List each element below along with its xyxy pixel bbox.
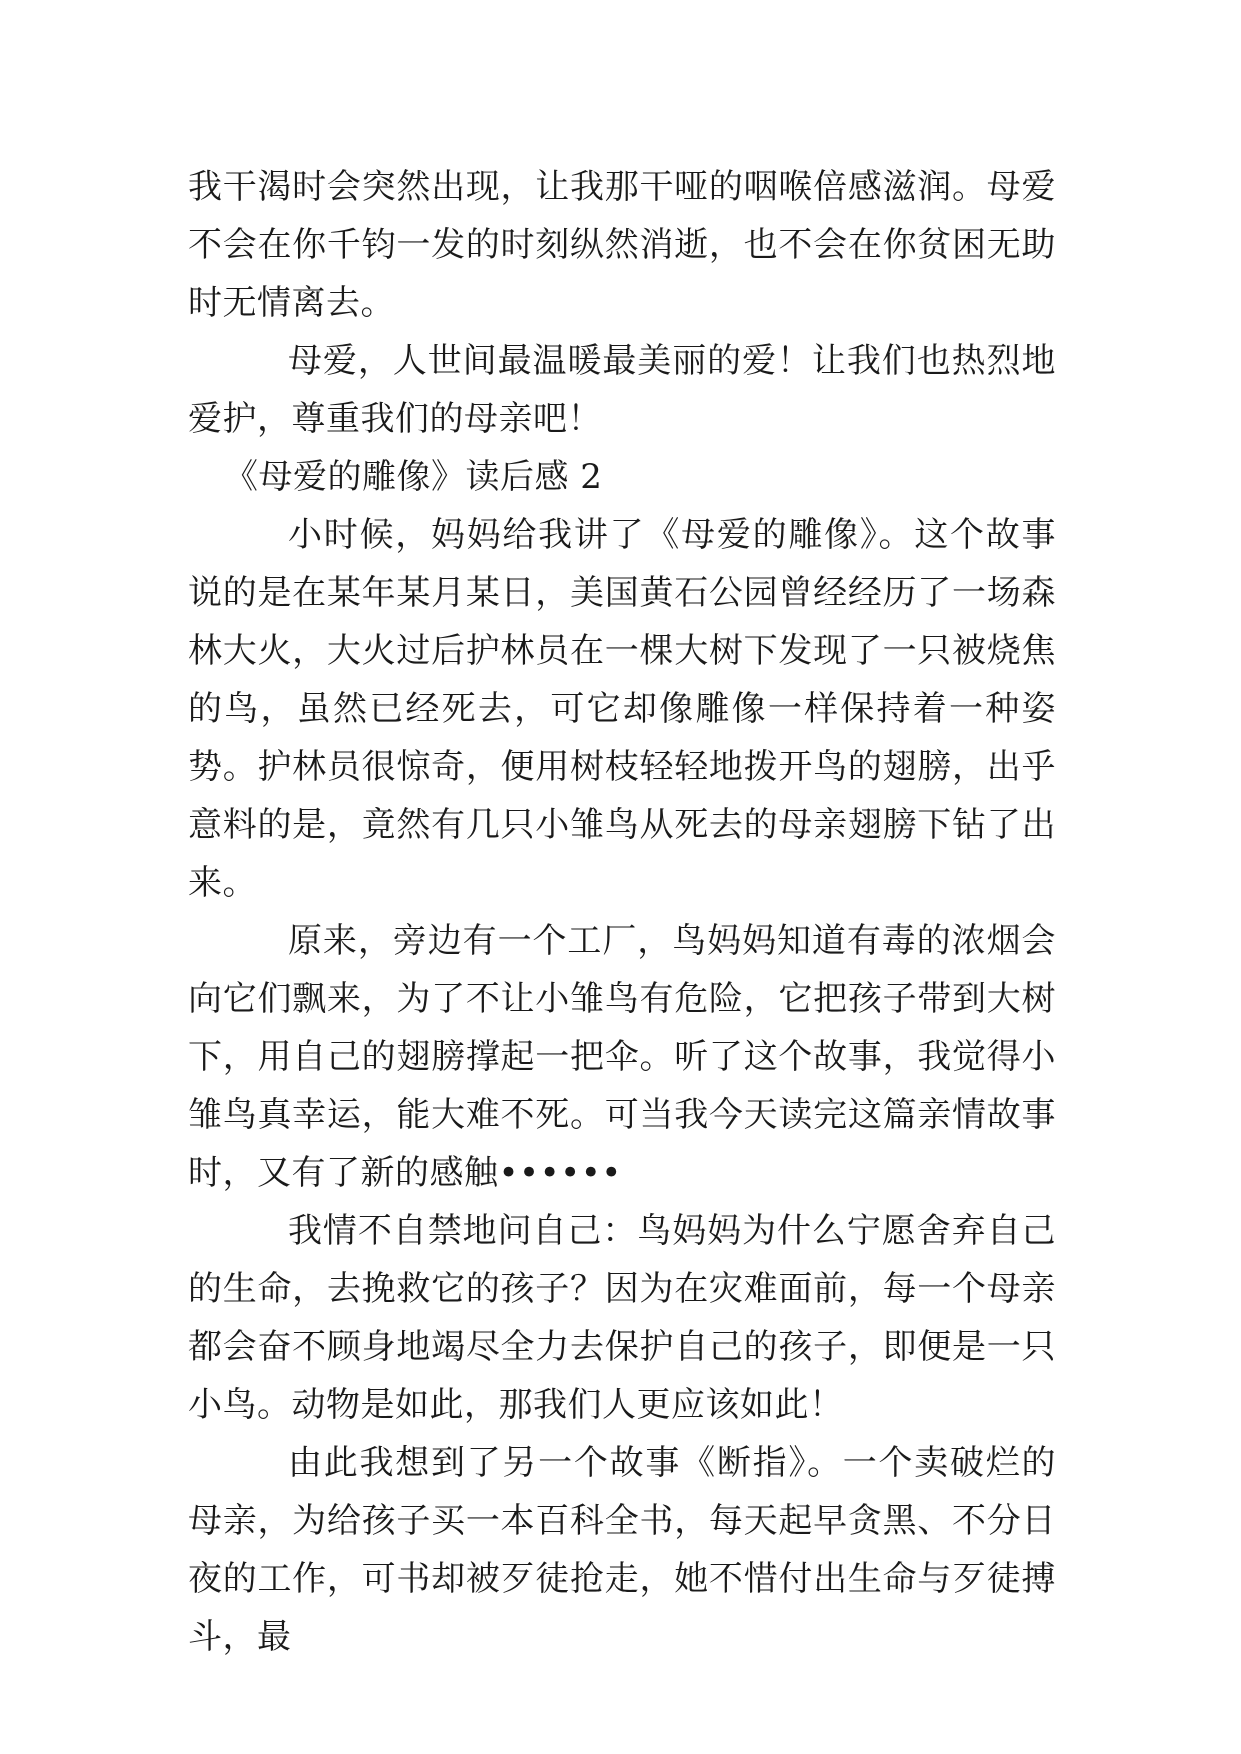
paragraph-reflection: 我情不自禁地问自己：鸟妈妈为什么宁愿舍弃自己的生命，去挽救它的孩子？因为在灾难面前，每一个母亲都会奋不顾身地竭尽全力去保护自己的孩子，即便是一只小鸟。动物是如此，那我们人更应该如此！: [188, 1211, 1056, 1425]
paragraph-explanation: 原来，旁边有一个工厂，鸟妈妈知道有毒的浓烟会向它们飘来，为了不让小雏鸟有危险，它把孩子带到大树下，用自己的翅膀撑起一把伞。听了这个故事，我觉得小雏鸟真幸运，能大难不死。可当我今天读完这篇亲情故事时，又有了新的感触••••••: [188, 921, 1056, 1193]
paragraph-story: 小时候，妈妈给我讲了《母爱的雕像》。这个故事说的是在某年某月某日，美国黄石公园曾经经历了一场森林大火，大火过后护林员在一棵大树下发现了一只被烧焦的鸟，虽然已经死去，可它却像雕像一样保持着一种姿势。护林员很惊奇，便用树枝轻轻地拨开鸟的翅膀，出乎意料的是，竟然有几只小雏鸟从死去的母亲翅膀下钻了出来。: [188, 515, 1056, 903]
section-heading: 《母爱的雕像》读后感 2: [224, 457, 603, 497]
paragraph-conclusion: 母爱，人世间最温暖最美丽的爱！让我们也热烈地爱护，尊重我们的母亲吧！: [188, 341, 1056, 439]
paragraph-continuation: 我干渴时会突然出现，让我那干哑的咽喉倍感滋润。母爱不会在你千钧一发的时刻纵然消逝，也不会在你贫困无助时无情离去。: [188, 167, 1056, 323]
paragraph-second-story: 由此我想到了另一个故事《断指》。一个卖破烂的母亲，为给孩子买一本百科全书，每天起早贪黑、不分日夜的工作，可书却被歹徒抢走，她不惜付出生命与歹徒搏斗，最: [188, 1443, 1056, 1657]
document-body: [188, 158, 1056, 1666]
